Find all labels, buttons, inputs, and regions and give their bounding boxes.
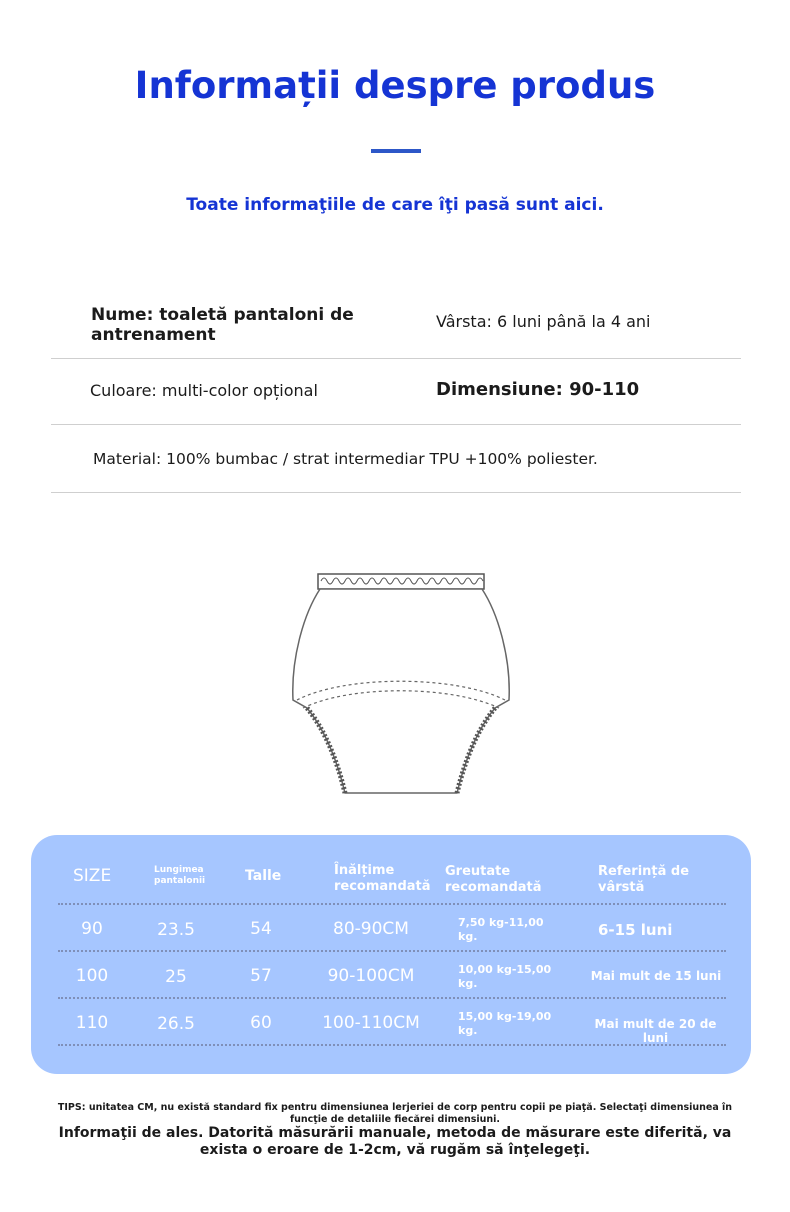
training-pants-illustration — [285, 565, 515, 805]
product-material: Material: 100% bumbac / strat intermediar TPU +100% poliester. — [93, 450, 598, 468]
table-divider — [58, 950, 726, 952]
table-divider — [58, 997, 726, 999]
page-title: Informații despre produs — [134, 64, 656, 107]
product-color: Culoare: multi-color opțional — [90, 381, 318, 400]
row-90-length: 23.5 — [157, 920, 195, 940]
size-table — [31, 835, 751, 1074]
product-name: Nume: toaletă pantaloni de antrenament — [91, 305, 354, 345]
row-90-age: 6-15 luni — [598, 921, 673, 939]
row-90-waist: 54 — [250, 919, 272, 939]
page-subtitle: Toate informaţiile de care îţi pasă sunt aici. — [186, 195, 604, 215]
row-100-length: 25 — [165, 967, 187, 987]
header-size: SIZE — [73, 866, 112, 886]
row-110-size: 110 — [75, 1013, 109, 1033]
header-weight: Greutate recomandată — [445, 864, 542, 895]
row-110-weight: 15,00 kg-19,00 kg. — [458, 1010, 552, 1037]
product-size: Dimensiune: 90-110 — [436, 379, 640, 400]
title-underline — [371, 149, 421, 153]
info-divider — [51, 424, 741, 425]
row-90-size: 90 — [81, 919, 103, 939]
header-height: Înălțime recomandată — [334, 863, 431, 894]
row-100-waist: 57 — [250, 966, 272, 986]
row-100-age: Mai mult de 15 luni — [590, 969, 722, 983]
info-divider — [51, 492, 741, 493]
product-age: Vârsta: 6 luni până la 4 ani — [436, 312, 651, 331]
header-length: Lungimea pantalonii — [154, 865, 206, 886]
row-90-height: 80-90CM — [333, 919, 409, 939]
row-110-length: 26.5 — [157, 1014, 195, 1034]
row-110-age: Mai mult de 20 de luni — [594, 1017, 717, 1045]
row-100-height: 90-100CM — [327, 966, 415, 986]
header-waist: Talle — [245, 868, 282, 884]
info-divider — [51, 358, 741, 359]
header-age: Referință de vârstă — [598, 864, 690, 895]
row-100-size: 100 — [75, 966, 109, 986]
table-divider — [58, 1044, 726, 1046]
row-100-weight: 10,00 kg-15,00 kg. — [458, 963, 552, 990]
row-110-height: 100-110CM — [322, 1013, 420, 1033]
table-divider — [58, 903, 726, 905]
row-90-weight: 7,50 kg-11,00 kg. — [458, 916, 544, 943]
measurement-note: Informaţii de ales. Datorită măsurării manuale, metoda de măsurare este diferită, va exista o eroare de 1-2cm, vă rugăm să înţelegeţi. — [58, 1125, 732, 1158]
row-110-waist: 60 — [250, 1013, 272, 1033]
tips-note: TIPS: unitatea CM, nu există standard fix pentru dimensiunea lerjeriei de corp pentru copii pe piaţă. Selectaţi dimensiunea în funcţie de detaliile fiecărei dimensiuni. — [57, 1102, 733, 1125]
